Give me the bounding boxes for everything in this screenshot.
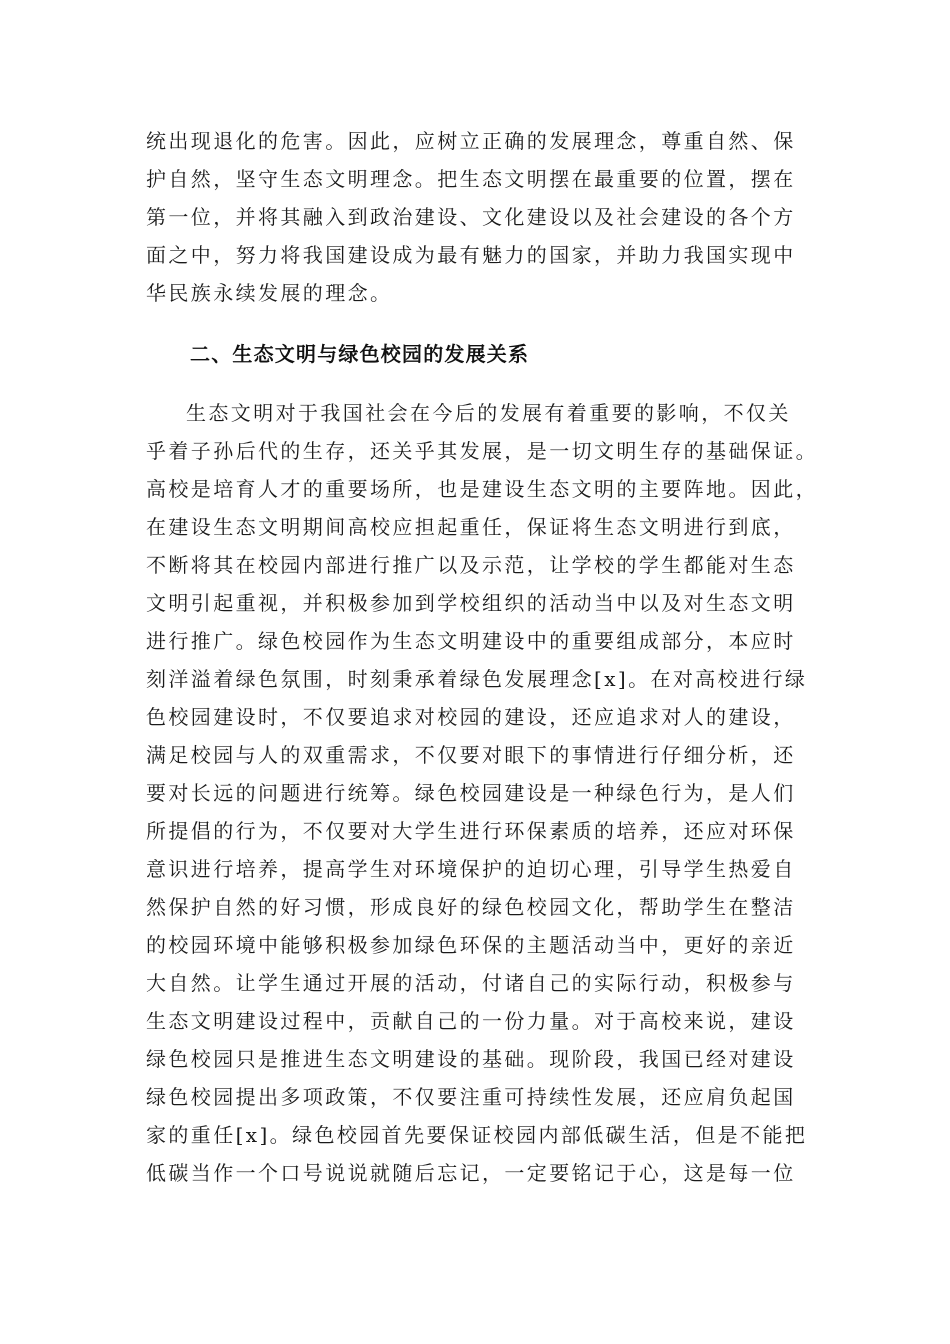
paragraph-line: 文明引起重视，并积极参加到学校组织的活动当中以及对生态文明 [146,591,796,615]
paragraph-line: 高校是培育人才的重要场所，也是建设生态文明的主要阵地。因此， [146,477,818,501]
paragraph-line: 进行推广。绿色校园作为生态文明建设中的重要组成部分，本应时 [146,629,796,653]
paragraph-line: 色校园建设时，不仅要追求对校园的建设，还应追求对人的建设， [146,705,796,729]
paragraph-line: 的校园环境中能够积极参加绿色环保的主题活动当中，更好的亲近 [146,933,796,957]
paragraph-line: 华民族永续发展的理念。 [146,281,393,305]
section-heading: 二、生态文明与绿色校园的发展关系 [190,342,530,366]
paragraph-line: 所提倡的行为，不仅要对大学生进行环保素质的培养，还应对环保 [146,819,796,843]
paragraph-line: 面之中，努力将我国建设成为最有魅力的国家，并助力我国实现中 [146,243,796,267]
paragraph-line: 护自然，坚守生态文明理念。把生态文明摆在最重要的位置，摆在 [146,167,796,191]
paragraph-line: 第一位，并将其融入到政治建设、文化建设以及社会建设的各个方 [146,205,796,229]
paragraph-line: 统出现退化的危害。因此，应树立正确的发展理念，尊重自然、保 [146,129,796,153]
paragraph-line: 低碳当作一个口号说说就随后忘记，一定要铭记于心，这是每一位 [146,1161,796,1185]
paragraph-line: 不断将其在校园内部进行推广以及示范，让学校的学生都能对生态 [146,553,796,577]
paragraph-line: 刻洋溢着绿色氛围，时刻秉承着绿色发展理念[x]。在对高校进行绿 [146,667,808,691]
paragraph-line: 生态文明建设过程中，贡献自己的一份力量。对于高校来说，建设 [146,1009,796,1033]
paragraph-line: 意识进行培养，提高学生对环境保护的迫切心理，引导学生热爱自 [146,857,796,881]
paragraph-line: 绿色校园提出多项政策，不仅要注重可持续性发展，还应肩负起国 [146,1085,796,1109]
paragraph-line: 绿色校园只是推进生态文明建设的基础。现阶段，我国已经对建设 [146,1047,796,1071]
paragraph-line: 乎着子孙后代的生存，还关乎其发展，是一切文明生存的基础保证。 [146,439,818,463]
paragraph-line: 然保护自然的好习惯，形成良好的绿色校园文化，帮助学生在整洁 [146,895,796,919]
paragraph-line: 要对长远的问题进行统筹。绿色校园建设是一种绿色行为，是人们 [146,781,796,805]
paragraph-line: 在建设生态文明期间高校应担起重任，保证将生态文明进行到底， [146,515,796,539]
paragraph-line: 家的重任[x]。绿色校园首先要保证校园内部低碳生活，但是不能把 [146,1123,808,1147]
paragraph-line: 满足校园与人的双重需求，不仅要对眼下的事情进行仔细分析，还 [146,743,796,767]
paragraph-line: 生态文明对于我国社会在今后的发展有着重要的影响，不仅关 [186,401,791,425]
paragraph-line: 大自然。让学生通过开展的活动，付诸自己的实际行动，积极参与 [146,971,796,995]
